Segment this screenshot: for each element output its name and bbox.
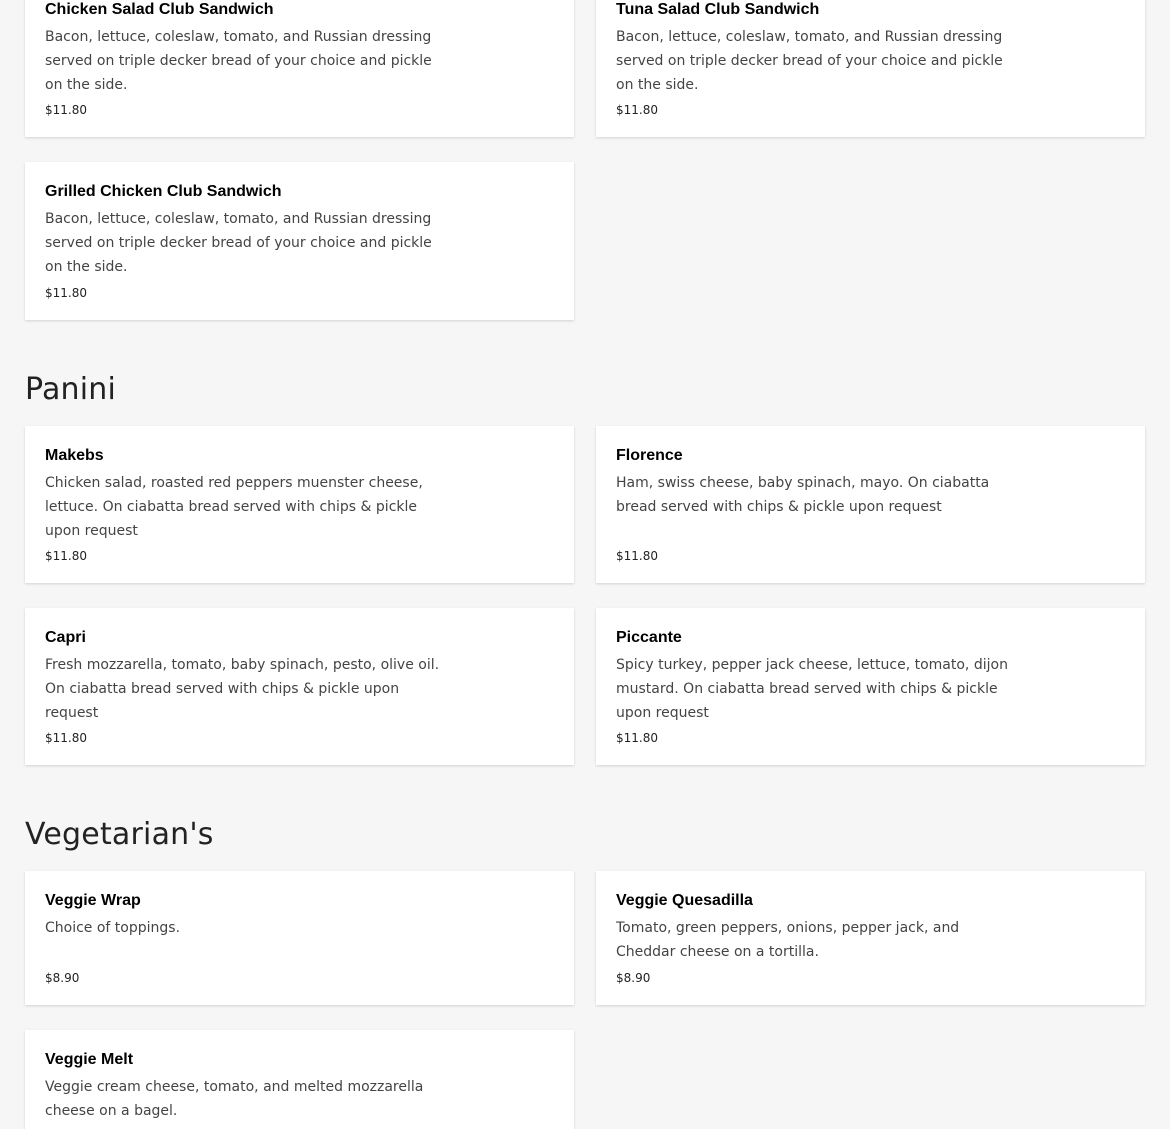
menu-item-name: Capri xyxy=(45,629,86,646)
section-heading-vegetarians: Vegetarian's xyxy=(25,817,214,852)
menu-item-description: Bacon, lettuce, coleslaw, tomato, and Russian dressing served on triple decker bread of your choice and pickle on the side. xyxy=(45,211,432,275)
menu-item-price: $11.80 xyxy=(45,731,87,745)
menu-item-description: Fresh mozzarella, tomato, baby spinach, pesto, olive oil. On ciabatta bread served with chips & pickle upon request xyxy=(45,657,440,721)
menu-item-description: Ham, swiss cheese, baby spinach, mayo. On ciabatta bread served with chips & pickle upon request xyxy=(616,475,990,515)
menu-item-card[interactable] xyxy=(596,871,1145,1005)
menu-item-price: $8.90 xyxy=(45,971,80,985)
menu-item-name: Chicken Salad Club Sandwich xyxy=(45,1,274,18)
menu-item-name: Veggie Quesadilla xyxy=(616,892,753,909)
section-heading-panini: Panini xyxy=(25,372,117,407)
menu-item-description: Spicy turkey, pepper jack cheese, lettuce, tomato, dijon mustard. On ciabatta bread served with chips & pickle upon request xyxy=(616,657,1008,721)
menu-item-price: $11.80 xyxy=(45,103,87,117)
menu-item-name: Makebs xyxy=(45,447,104,464)
menu-item-price: $11.80 xyxy=(616,103,658,117)
menu-item-name: Piccante xyxy=(616,629,682,646)
menu-item-name: Veggie Wrap xyxy=(45,892,141,909)
menu-item-price: $11.80 xyxy=(45,286,87,300)
menu-item-card[interactable] xyxy=(25,162,574,320)
menu-item-description: Bacon, lettuce, coleslaw, tomato, and Russian dressing served on triple decker bread of your choice and pickle on the side. xyxy=(616,29,1003,93)
menu-item-name: Veggie Melt xyxy=(45,1051,134,1068)
menu-item-price: $11.80 xyxy=(45,549,87,563)
menu-item-price: $8.90 xyxy=(616,971,651,985)
menu-item-price: $11.80 xyxy=(616,731,658,745)
menu-item-name: Tuna Salad Club Sandwich xyxy=(616,1,820,18)
menu-item-card[interactable] xyxy=(596,0,1145,137)
menu-item-price: $11.80 xyxy=(616,549,658,563)
menu-item-card[interactable] xyxy=(25,0,574,137)
menu-item-card[interactable] xyxy=(596,426,1145,583)
menu-item-card[interactable] xyxy=(596,608,1145,765)
menu-item-name: Florence xyxy=(616,447,683,464)
menu-item-description: Choice of toppings. xyxy=(45,920,181,936)
menu-item-description: Tomato, green peppers, onions, pepper jack, and Cheddar cheese on a tortilla. xyxy=(616,920,960,960)
menu-item-card[interactable] xyxy=(25,1030,574,1129)
menu-item-card[interactable] xyxy=(25,608,574,765)
menu-item-description: Bacon, lettuce, coleslaw, tomato, and Russian dressing served on triple decker bread of your choice and pickle on the side. xyxy=(45,29,432,93)
menu-item-card[interactable] xyxy=(25,426,574,583)
menu-item-description: Veggie cream cheese, tomato, and melted mozzarella cheese on a bagel. xyxy=(45,1079,424,1119)
menu-item-name: Grilled Chicken Club Sandwich xyxy=(45,183,282,200)
menu-item-card[interactable] xyxy=(25,871,574,1005)
menu-item-description: Chicken salad, roasted red peppers muenster cheese, lettuce. On ciabatta bread served with chips & pickle upon request xyxy=(45,475,423,539)
